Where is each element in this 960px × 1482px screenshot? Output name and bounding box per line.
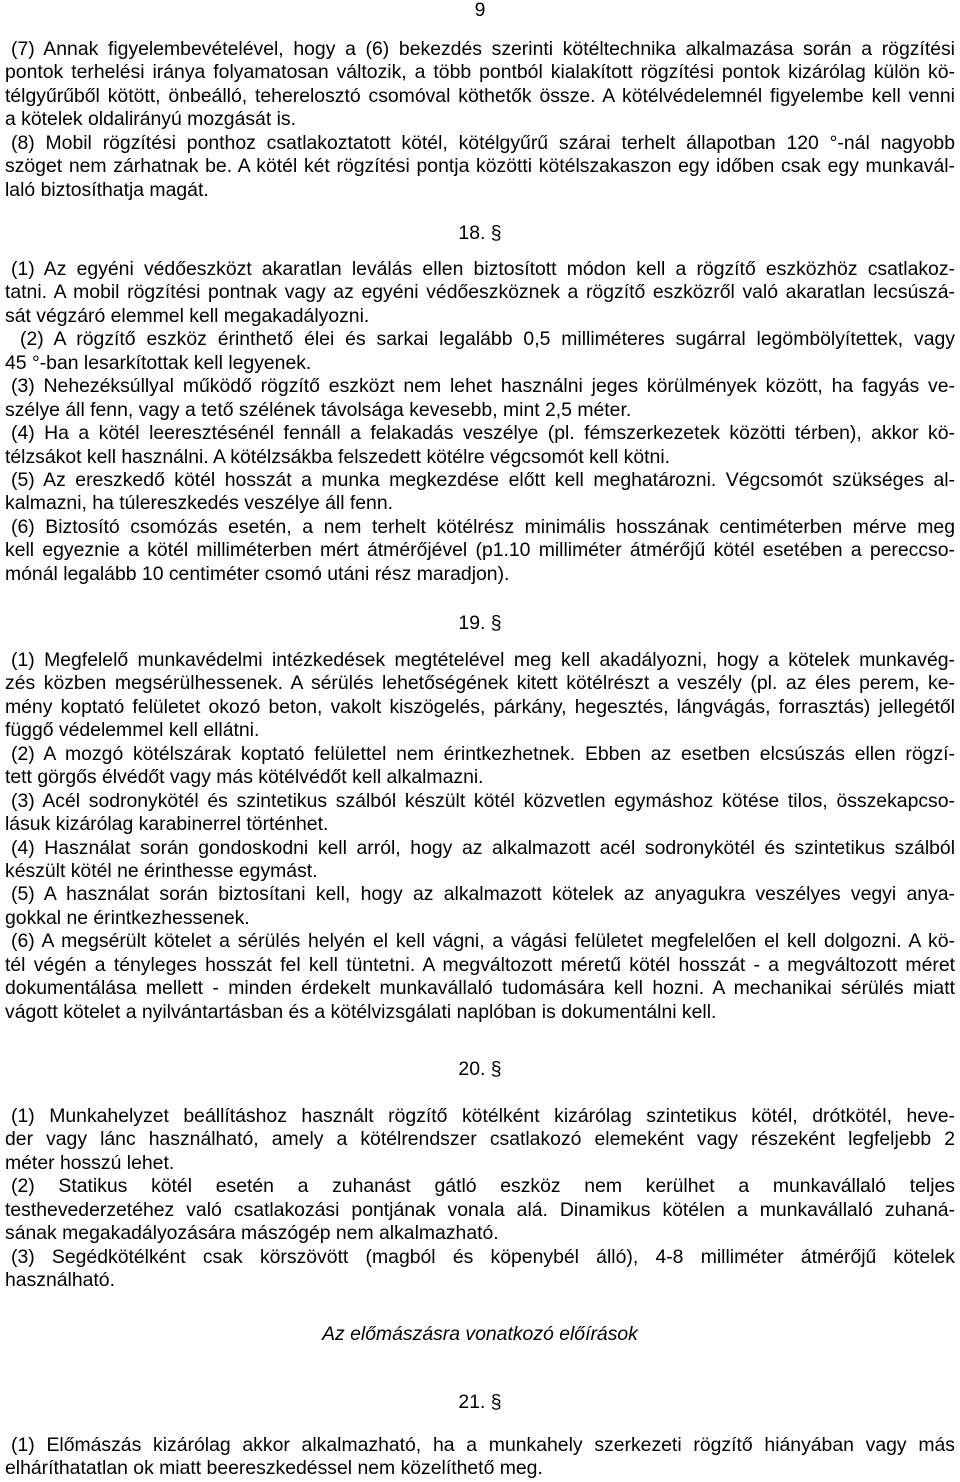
section-heading-18: 18. § [458,222,502,244]
text-line: testhevederzetéhez való csatlakozási pontjának vonala alá. Dinamikus kötélen a munkavállaló zuhaná- [5,1198,955,1221]
text-line: (2) A rögzítő eszköz érinthető élei és sarkai legalább 0,5 milliméteres sugárral legömbölyítettek, vagy [20,328,955,351]
text-line: (2) A mozgó kötélszárak koptató felülettel nem érintkezhetnek. Ebben az esetben elcsúszás ellen rögzí- [11,742,955,765]
text-line: dokumentálása mellett - minden érdekelt munkavállaló tudomására kell hozni. A mechanikai sérülés miatt [5,977,955,1000]
text-line: (5) A használat során biztosítani kell, hogy az alkalmazott kötelek az anyagukra veszélyes vegyi anya- [11,883,955,906]
text-line: (7) Annak figyelembevételével, hogy a (6) bekezdés szerinti kötéltechnika alkalmazása során a rögzítési [11,38,955,60]
paragraph [5,328,955,375]
text-line: (1) Megfelelő munkavédelmi intézkedések megtételével meg kell akadályozni, hogy a kötelek munkavég- [11,649,955,671]
paragraph [5,743,955,790]
text-line: zés közben megsérülhessenek. A sérülés lehetőségének kitett kötélrészt a veszély (pl. az éles perem, ke- [5,672,955,695]
paragraph [5,132,955,202]
paragraph [5,883,955,930]
text-line: (4) Használat során gondoskodni kell arról, hogy az alkalmazott acél sodronykötél és szintetikus szálból [11,836,955,859]
text-line: (6) Biztosító csomózás esetén, a nem terhelt kötélrész minimális hosszának centiméterben mérve meg [11,515,955,538]
paragraph [5,649,955,743]
text-line: tett görgős élvédőt vagy más kötélvédőt kell alkalmazni. [5,766,484,789]
text-line: mény koptató felületet okozó beton, vakolt kiszögelés, párkány, hegesztés, lángvágás, forrasztás) jellegétől [5,695,955,718]
paragraph [5,1105,955,1175]
section-19-body [5,649,955,1024]
text-line: használható. [5,1269,115,1292]
text-line: (3) Nehezéksúllyal működő rögzítő eszközt nem lehet használni jeges körülmények között, ha fagyás ve- [11,375,955,398]
text-line: (3) Acél sodronykötél és szintetikus szálból készült kötél közvetlen egymáshoz kötése tilos, összekapcso- [11,789,955,812]
text-line: lásuk kizárólag karabinerrel történhet. [5,813,329,836]
text-line: méter hosszú lehet. [5,1151,175,1174]
paragraph [5,422,955,469]
text-line: télzsákot kell használni. A kötélzsákba felszedett kötélre végcsomót kell kötni. [5,445,671,468]
paragraph [5,469,955,516]
text-line: (5) Az ereszkedő kötél hosszát a munka megkezdése előtt kell meghatározni. Végcsomót szükséges al- [11,468,955,491]
text-line: pontok terhelési iránya folyamatosan változik, a több pontból kialakított rögzítési pontok kizárólag külön kö- [5,61,955,84]
paragraph [5,1434,955,1481]
section-heading-19: 19. § [458,612,502,634]
text-line: szöget nem zárhatnak be. A kötél két rögzítési pontja közötti kötélszakaszon egy időben csak egy munkavál- [5,155,955,178]
paragraph [5,258,955,328]
section-20-body [5,1105,955,1293]
paragraph [5,1246,955,1293]
text-line: tél végén a tényleges hosszát fel kell tüntetni. A megváltozott méretű kötél hosszát - a megváltozott méret [5,953,955,976]
chapter-subtitle: Az előmászásra vonatkozó előírások [322,1323,638,1345]
text-line: sának megakadályozására mászógép nem alkalmazható. [5,1222,499,1245]
text-line: 45 °-ban lesarkítottak kell legyenek. [5,351,312,374]
text-line: (4) Ha a kötél leeresztésénél fennáll a felakadás veszélye (pl. fémszerkezetek közötti térben), akkor kö- [11,422,955,445]
text-line: (2) Statikus kötél esetén a zuhanást gátló eszköz nem kerülhet a munkavállaló teljes [11,1175,955,1198]
text-line: der vagy lánc használható, amely a kötélrendszer csatlakozó elemeként vagy részeként legfeljebb 2 [5,1128,955,1151]
paragraph [5,790,955,837]
text-line: (8) Mobil rögzítési ponthoz csatlakoztatott kötél, kötélgyűrű szárai terhelt állapotban 120 °-nál nagyobb [11,131,955,154]
section-heading-20: 20. § [458,1058,502,1080]
text-line: kalmazni, ha túlereszkedés veszélye áll fenn. [5,492,394,515]
text-line: (1) Az egyéni védőeszközt akaratlan leválás ellen biztosított módon kell a rögzítő eszközhöz csatlakoz- [11,258,955,280]
paragraph [5,516,955,586]
text-line: (3) Segédkötélként csak körszövött (magból és köpenybél álló), 4-8 milliméter átmérőjű kötelek [11,1245,955,1268]
page-number: 9 [474,0,486,21]
text-line: vágott kötelet a nyilvántartásban és a kötélvizsgálati naplóban is dokumentálni kell. [5,1000,717,1023]
text-line: laló biztosíthatja magát. [5,178,209,201]
text-line: (1) Előmászás kizárólag akkor alkalmazható, ha a munkahely szerkezeti rögzítő hiányában vagy más [11,1434,955,1456]
paragraph [5,375,955,422]
text-line: elháríthatatlan ok miatt beereszkedéssel nem közelíthető meg. [5,1457,543,1480]
paragraph [5,930,955,1024]
text-line: télgyűrűből kötött, önbeálló, teherelosztó csomóval köthetők össze. A kötélvédelemnél figyelembe kell venni [5,84,955,107]
text-line: tatni. A mobil rögzítési pontnak vagy az egyéni védőeszköznek a rögzítő eszközről való akaratlan lecsúszá- [5,281,955,304]
paragraph [5,38,955,132]
paragraph [5,837,955,884]
text-line: (1) Munkahelyzet beállításhoz használt rögzítő kötélként kizárólag szintetikus kötél, drótkötél, heve- [11,1105,955,1127]
text-line: gokkal ne érintkezhessenek. [5,906,250,929]
text-line: kell egyeznie a kötél milliméterben mért átmérőjével (p1.10 milliméter átmérőjű kötél esetében a pereccso- [5,539,955,562]
section-21-body [5,1434,955,1481]
text-line: sát végzáró elemmel kell megakadályozni. [5,304,370,327]
text-line: függő védelemmel kell ellátni. [5,719,260,742]
text-line: (6) A megsérült kötelet a sérülés helyén el kell vágni, a vágási felületet megfelelően el kell dolgozni. A kö- [11,930,955,953]
section-heading-21: 21. § [458,1391,502,1413]
text-line: szélye áll fenn, vagy a tető szélének távolsága kevesebb, mint 2,5 méter. [5,398,632,421]
text-line: a kötelek oldalirányú mozgását is. [5,108,297,131]
section-18-body [5,258,955,586]
intro-paragraphs [5,38,955,202]
text-line: mónál legalább 10 centiméter csomó utáni rész maradjon). [5,562,510,585]
paragraph [5,1175,955,1245]
text-line: készült kötél ne érinthesse egymást. [5,859,318,882]
